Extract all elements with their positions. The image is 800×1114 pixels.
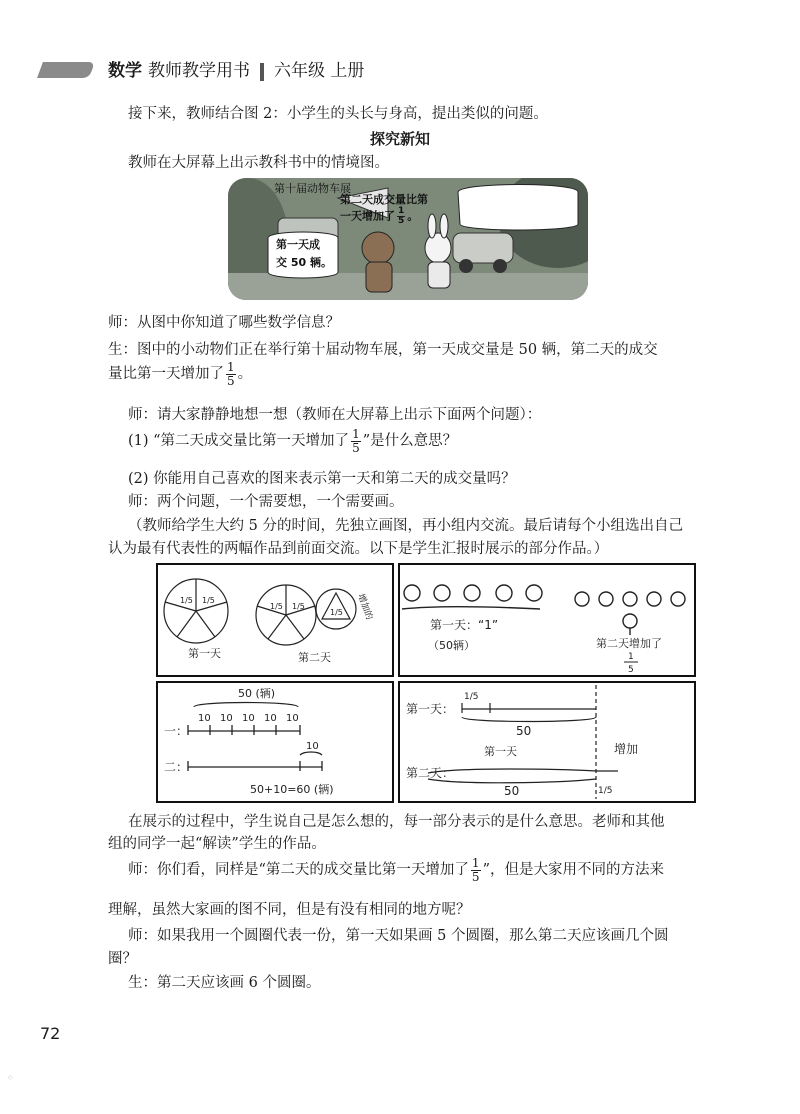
section-heading: 探究新知 xyxy=(369,130,430,148)
panel-3-total: 50 (辆) xyxy=(238,687,276,700)
student-work-panel-3 xyxy=(156,681,394,803)
panel-4-fifty-2: 50 xyxy=(504,784,520,798)
question-1 xyxy=(128,425,457,457)
panel-1-slice-label-c: 1/5 xyxy=(270,602,283,611)
note-line1: （教师给学生大约 5 分的时间，先独立画图，再小组内交流。最后请每个小组选出自己 xyxy=(128,518,683,534)
frac-num-look: 1 xyxy=(471,855,480,870)
panel-2-frac-den: 5 xyxy=(628,665,634,675)
frac-num-q1: 1 xyxy=(352,426,360,441)
scene-bubble-left-line2: 交 50 辆。 xyxy=(276,256,332,269)
scene-bubble-right-line2 xyxy=(340,207,428,226)
panel-1-slice-label-e: 1/5 xyxy=(330,608,343,617)
panel-2-day2: 第二天增加了 xyxy=(596,637,662,650)
scene-bubble-fraction xyxy=(397,207,405,226)
fraction-one-fifth-q1 xyxy=(351,428,361,455)
panel-3-seg-2: 10 xyxy=(220,713,233,724)
fraction-one-fifth xyxy=(226,361,236,388)
scene-intro-text: 教师在大屏幕上出示教科书中的情境图。 xyxy=(128,155,389,171)
panel-1-slice-label-d: 1/5 xyxy=(292,602,305,611)
scene-bubble-right-end: 。 xyxy=(407,209,419,223)
student-answer-line1: 生：图中的小动物们正在举行第十届动物车展，第一天成交量是 50 辆，第二天的成交 xyxy=(108,342,658,358)
frac-den-look: 5 xyxy=(471,869,480,884)
header-book: 教师教学用书 xyxy=(148,61,250,81)
panel-4-increase: 增加 xyxy=(614,742,639,756)
note-line2: 认为最有代表性的两幅作品到前面交流。以下是学生汇报时展示的部分作品。） xyxy=(108,541,609,557)
panel-1-slice-label-a: 1/5 xyxy=(180,596,193,605)
question-1-end: ”是什么意思？ xyxy=(362,433,458,449)
header-subject: 数学 xyxy=(108,61,142,81)
panel-3-row2: 二： xyxy=(164,760,189,774)
scene-illustration xyxy=(228,178,588,300)
scene-banner: 第十届动物车展 xyxy=(274,182,351,195)
scene-bubble-left-line1: 第一天成 xyxy=(276,238,320,251)
panel-3-row1: 一： xyxy=(164,724,189,738)
student-work-panel-2 xyxy=(398,563,696,677)
student-work-panel-1 xyxy=(156,563,394,677)
scene-frac-den: 5 xyxy=(398,216,405,226)
student-answer-text: 量比第一天增加了 xyxy=(108,366,224,382)
question-2: (2) 你能用自己喜欢的图来表示第一天和第二天的成交量吗？ xyxy=(128,471,516,487)
panel-4-day1: 第一天： xyxy=(406,702,455,716)
teacher-look-line2: 理解，虽然大家画的图不同，但是有没有相同的地方呢？ xyxy=(108,902,471,918)
panel-4-frac-2: 1/5 xyxy=(598,786,613,796)
panel-3-seg-4: 10 xyxy=(264,713,277,724)
after-line1: 在展示的过程中，学生说自己是怎么想的，每一部分表示的是什么意思。老师和其他 xyxy=(128,814,665,830)
scene-bubble-right-line1: 第二天成交量比第 xyxy=(340,193,428,206)
student-answer-end: 。 xyxy=(237,366,253,382)
panel-4-fifty: 50 xyxy=(516,724,532,738)
panel-2-day1: 第一天：“1” xyxy=(430,618,499,632)
panel-3-seg-3: 10 xyxy=(242,713,255,724)
panel-1-slice-label-b: 1/5 xyxy=(202,596,215,605)
teacher-look-text: 师：你们看，同样是“第二天的成交量比第一天增加了 xyxy=(128,862,469,878)
intro-text: 接下来，教师结合图 2：小学生的头长与身高，提出类似的问题。 xyxy=(128,106,548,122)
header-decoration xyxy=(37,62,95,78)
teacher-two-text: 师：两个问题，一个需要想，一个需要画。 xyxy=(128,494,404,510)
header-separator xyxy=(260,63,264,81)
fraction-one-fifth-look xyxy=(471,857,481,884)
frac-den: 5 xyxy=(227,373,235,388)
panel-2-drawing xyxy=(400,565,694,675)
panel-1-day1: 第一天 xyxy=(188,647,221,660)
teacher-circle-line1: 师：如果我用一个圆圈代表一份，第一天如果画 5 个圆圈，那么第二天应该画几个圆 xyxy=(128,928,669,944)
after-line2: 组的同学一起“解读”学生的作品。 xyxy=(108,836,326,852)
panel-1-day2: 第二天 xyxy=(298,651,331,664)
teacher-circle-line2: 圈？ xyxy=(108,951,137,967)
teacher-look-line1 xyxy=(128,854,664,886)
panel-2-day1-count: （50辆） xyxy=(428,639,475,652)
scene-bubble-right xyxy=(340,192,428,226)
watermark-logo: ◇ xyxy=(8,1074,13,1081)
panel-1-drawing xyxy=(158,565,392,675)
panel-3-seg-1: 10 xyxy=(198,713,211,724)
panel-3-drawing xyxy=(158,683,392,801)
teacher-think-text: 师：请大家静静地想一想（教师在大屏幕上出示下面两个问题）： xyxy=(128,407,542,423)
page-number: 72 xyxy=(40,1024,61,1043)
student-work-panel-4 xyxy=(398,681,696,803)
student-six-text: 生：第二天应该画 6 个圆圈。 xyxy=(128,975,321,991)
question-1-text: (1) “第二天成交量比第一天增加了 xyxy=(128,433,350,449)
panel-3-extra: 10 xyxy=(306,741,319,752)
scene-bubble-left xyxy=(276,236,332,272)
panel-3-seg-5: 10 xyxy=(286,713,299,724)
scene-frac-num: 1 xyxy=(398,206,405,216)
panel-4-day1-label: 第一天 xyxy=(484,745,517,758)
teacher-question-1: 师：从图中你知道了哪些数学信息？ xyxy=(108,315,340,331)
panel-4-day2: 第二天： xyxy=(406,766,455,780)
frac-num: 1 xyxy=(227,359,235,374)
panel-4-drawing xyxy=(400,683,694,801)
panel-2-frac-num: 1 xyxy=(628,652,634,662)
header-grade: 六年级 上册 xyxy=(274,61,365,81)
panel-4-frac: 1/5 xyxy=(464,692,479,702)
student-answer-line2 xyxy=(108,360,252,388)
frac-den-q1: 5 xyxy=(352,440,360,455)
panel-3-equation: 50+10=60 (辆) xyxy=(250,783,334,796)
teacher-look-end: ”，但是大家用不同的方法来 xyxy=(482,862,664,878)
scene-bubble-right-text: 一天增加了 xyxy=(340,209,395,223)
panel-1-added: 增加的 xyxy=(355,592,374,622)
page-header xyxy=(108,56,364,81)
